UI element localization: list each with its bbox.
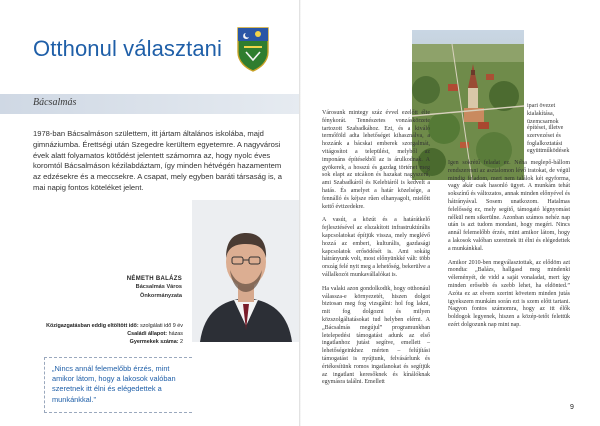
fact-label: Gyermekek száma: [129, 339, 179, 345]
wrapped-text-top-1: ipari övezet kialakítása, üzemcsarnok [527, 103, 559, 125]
fact-row [26, 322, 183, 330]
person-role-line-1: Bácsalmás Város [135, 284, 182, 290]
section-label: Bácsalmás [33, 97, 77, 108]
fact-row [26, 338, 183, 346]
fact-value: házas [168, 331, 183, 337]
person-caption [100, 276, 182, 300]
fact-value: szolgálati idő 9 év [140, 323, 183, 329]
pull-quote: „Nincs annál felemelőbb érzés, mint amikor látom, hogy a lakosok valóban szeretnek itt élni és elégedettek a munkánkkal.” [52, 364, 176, 404]
paragraph: Amikor 2010-ben megválasztottak, az elődöm azt mondta: „Balázs, hallgasd meg mindenki véleményét, de vidd a saját vonaladat, mert így minden erősebb és szebb lehet, ha eldönted.” Azóta ez az elvem szerint követem minden jutás igyekszem munkám során ezt is szem előtt tartani. Nagyon fontos számomra, hogy az itt élők boldogok legyenek, hiszen a közép-tetőt felettük ezért dolgozunk nap mint nap. [448, 259, 570, 328]
paragraph: Ha valaki azon gondolkodik, hogy otthonául válassza-e környezetét, hiszen dolgot biztosan meg fog vizsgálni: hol fog lakni, mit fog dolgozni és milyen közszolgáltatásokat tud helyben elérni. A „Bácsalmás megújul” programunkban letelepedési támogatást adunk az első ingatlanhoz jutást segítve, emellett – lehetőségeinkhez mérten – felújítási támogatást is nyújtunk, felvásárlunk és értékesítünk romos ingatlanokat és segítjük az ingatlant keresőknek és kínálóknak egymásra találni. Emellett [322, 285, 430, 386]
person-facts [26, 322, 183, 346]
fact-label: Közigazgatásban eddig eltöltött idő: [46, 323, 139, 329]
intro-text: 1978-ban Bácsalmáson születtem, itt jártam általános iskolába, majd gimnáziumba. Érettségi után Szegedre kerültem egyetemre. A nagyvárosi évek alatt folyamatos kötődést jelentett számomra az, hogy nyolc éves koromtól Bácsalmáson kézilabdáztam, így minden hétvégén hazamentem az edzésekre és a meccsekre. A csapat, mely egyben baráti társaság is, a mai napig fontos köteléket jelent. [33, 129, 283, 192]
article-column-2 [448, 160, 570, 336]
fact-label: Családi állapot: [127, 331, 168, 337]
coat-of-arms-icon [236, 26, 270, 72]
person-role-line-2: Önkormányzata [140, 293, 182, 299]
book-spine [299, 0, 301, 426]
wrapped-text-top-2: építései, illetve szervezései és foglalkoztatási együttműködések [527, 125, 570, 155]
intro-paragraph [33, 129, 283, 194]
fact-row [26, 330, 183, 338]
portrait-photo [192, 200, 300, 342]
page-title: Otthonul választani [33, 36, 223, 61]
paragraph: A vasút, a közút és a határátkelő fejlesztésével az elszakított infrastruktúrális kapcsolatokat építjük vissza, mely meglévő hozzá az emberi, kulturális, gazdasági kapcsolatok erősödését is. Ami sokáig hátrányunk volt, most előnyünkké vált: több ország felé nyit meg a lehetőség, bekerülve a vállalkozói munkavállalókat is. [322, 217, 430, 278]
page-number: 9 [570, 404, 574, 411]
paragraph: Igen sokrétű feladat ez. Néha meglepő-bállom rendszeresni az asztalomon lévő iratokat, de végül mindig feladom, mert nem találok két egyforma, vagy akár csak hasonló ügyet. A munkám tehát sokszínű és változatos, annak minden előnyével és hátrányával. Sosem unatkozom. Hatalmas felelősség ez, mely segítő, támogató légnyomást nélkül nem sikerülne. Azonban számos nehéz nap után is azt tudom mondani, hogy megéri. Nincs annál felemelőbb érzés, mint amikor látom, hogy a lakosok valóban szeretnek itt élni és elégedettek a munkánkkal. [448, 160, 570, 252]
person-name: NÉMETH BALÁZS [126, 276, 182, 282]
article-column-1 [322, 110, 430, 387]
fact-value: 2 [180, 339, 183, 345]
paragraph: Városunk mintegy száz évvel ezelőtt élte fénykorát. Tennészetes vonzáskörzete tartozott Szabadkához. Ezt, és a kiváló termőföld adta lehetőséget kihasználva, a hozzánk a bácskai emberek szorgalmát, vitágosítot a települést, melyből az imponáns építésekből az is árulkodnak. A gyökerek, a hosszú és gazdag történet meg sok elapt az utcákon és hazakat nagyszerű, ami Szabadkáról és Kelebiáról is kedvelt a hatás. És amelyet a határ közelsége, a fennálló és kéjsze rűen elhanyagolt, mielőtt kettő évtizedekre. [322, 110, 430, 210]
